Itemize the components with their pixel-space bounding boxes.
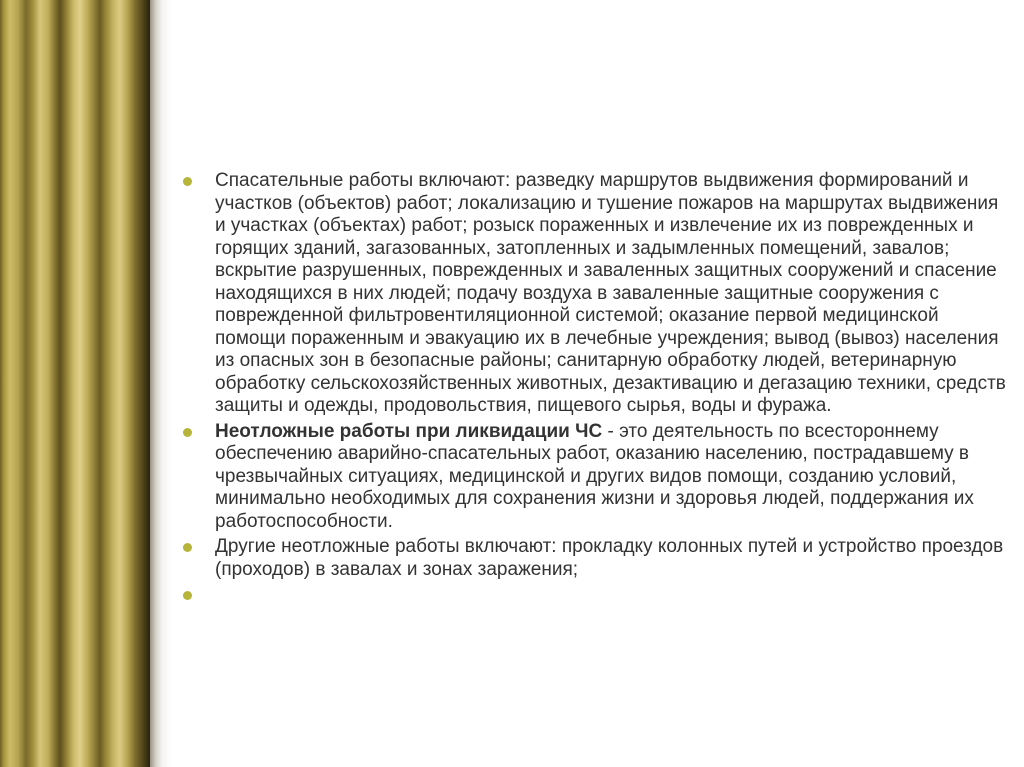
bullet-dot-icon [183, 591, 192, 600]
bullet-text: - это деятельность по всестороннему обеспечению аварийно-спасательных работ, оказанию населению, пострадавшему в чрезвычайных ситуациях, медицинской и других видов помощи, созданию условий, минимально необходимых для сохранения жизни и здоровья людей, поддержания их работоспособности. [215, 420, 974, 532]
bullet-text: Спасательные работы включают: разведку маршрутов выдвижения формирований и участков (объектов) работ; локализацию и тушение пожаров на маршрутах выдвижения и участках (объектах) работ; розыск пораженных и извлечение их из поврежденных и горящих зданий, загазованных, затопленных и задымленных помещений, завалов; вскрытие разрушенных, поврежденных и заваленных защитных сооружений и спасение находящихся в них людей; подачу воздуха в заваленные защитные сооружения с поврежденной фильтровентиляционной системой; оказание первой медицинской помощи пораженным и эвакуацию их в лечебные учреждения; вывод (вывоз) населения из опасных зон в безопасные районы; санитарную обработку людей, ветеринарную обработку сельскохозяйственных животных, дезактивацию и дегазацию техники, средств защиты и одежды, продовольствия, пищевого сырья, воды и фуража. [215, 170, 1006, 416]
bullet-item-urgent-works [180, 421, 1010, 534]
bullet-text: Другие неотложные работы включают: прокладку колонных путей и устройство проездов (проходов) в завалах и зонах заражения; [215, 536, 1004, 580]
decorative-gold-border [0, 0, 150, 767]
bullet-list [180, 170, 1010, 607]
bullet-item-rescue-works [180, 170, 1010, 418]
bullet-bold-term: Неотложные работы при ликвидации ЧС [215, 420, 603, 442]
bullet-item-other-works [180, 536, 1010, 581]
slide-content [180, 170, 1010, 730]
bullet-dot-icon [183, 543, 192, 552]
bullet-item-empty [180, 584, 1010, 607]
bullet-dot-icon [183, 177, 192, 186]
border-shadow [150, 0, 172, 767]
bullet-dot-icon [183, 428, 192, 437]
